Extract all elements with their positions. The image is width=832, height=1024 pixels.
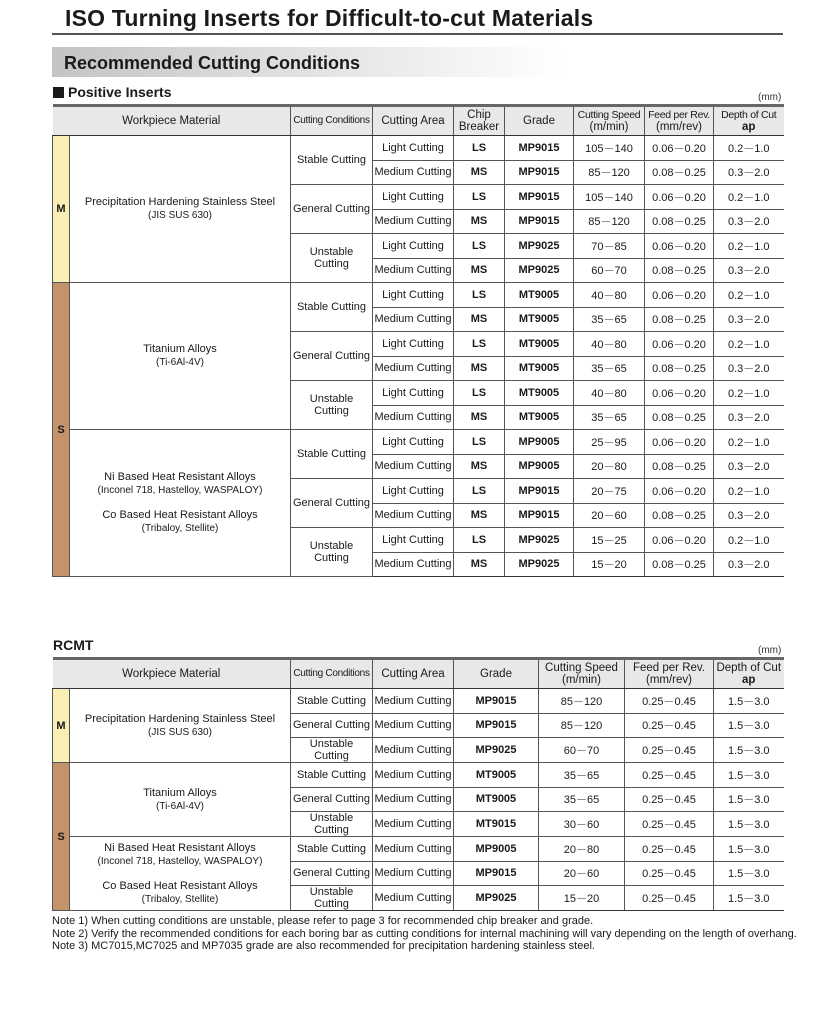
material-name: Precipitation Hardening Stainless Steel [84,196,276,208]
material-name: Ni Based Heat Resistant Alloys [104,841,256,854]
cutting-condition-cell: Unstable Cutting [291,812,373,837]
header-workpiece-material: Workpiece Material [53,659,291,689]
chip-breaker-cell: LS [454,136,505,161]
header-cutting-conditions: Cutting Conditions [291,106,373,136]
depth-cell: 1.5－3.0 [714,861,784,886]
header-cutting-area: Cutting Area [373,659,454,689]
cutting-area-cell: Medium Cutting [373,837,454,862]
depth-cell: 1.5－3.0 [714,837,784,862]
cutting-speed-cell: 105－140 [574,136,645,161]
cutting-speed-cell: 20－60 [574,503,645,528]
material-name: Titanium Alloys [143,786,217,799]
cutting-speed-cell: 20－60 [539,861,625,886]
cutting-speed-cell: 15－20 [574,552,645,577]
depth-cell: 0.2－1.0 [714,283,784,308]
cutting-speed-cell: 25－95 [574,430,645,455]
material-name: Ni Based Heat Resistant Alloys [104,471,256,483]
header-cutting-speed [574,106,645,136]
material-name-2: Co Based Heat Resistant Alloys [102,509,258,521]
feed-cell: 0.25－0.45 [625,763,714,788]
grade-cell: MP9015 [505,136,574,161]
grade-cell: MP9015 [454,689,539,714]
grade-cell: MP9025 [454,738,539,763]
cutting-area-cell: Medium Cutting [373,307,454,332]
cutting-condition-cell: Unstable Cutting [291,381,373,430]
cutting-area-cell: Medium Cutting [373,763,454,788]
cutting-speed-cell: 105－140 [574,185,645,210]
material-spec: (JIS SUS 630) [148,210,212,221]
grade-cell: MT9005 [454,763,539,788]
cutting-area-cell: Medium Cutting [373,787,454,812]
material-spacer [70,497,290,509]
note-3: Note 3) MC7015,MC7025 and MP7035 grade are also recommended for precipitation hardening stainless steel. [52,940,595,952]
feed-cell: 0.25－0.45 [625,713,714,738]
header-chip-breaker [454,106,505,136]
cutting-speed-cell: 40－80 [574,332,645,357]
header-feed-line1: Feed per Rev. [648,109,710,121]
cutting-speed-cell: 20－80 [539,837,625,862]
cutting-area-cell: Medium Cutting [373,812,454,837]
chip-breaker-cell: LS [454,283,505,308]
material-spacer [70,868,290,880]
table-row [53,837,784,862]
cutting-speed-cell: 40－80 [574,381,645,406]
cutting-area-cell: Medium Cutting [373,160,454,185]
depth-cell: 1.5－3.0 [714,713,784,738]
material-group-code: M [53,689,70,763]
grade-cell: MP9015 [454,713,539,738]
grade-cell: MT9005 [505,307,574,332]
grade-cell: MP9025 [505,528,574,553]
grade-cell: MP9015 [505,479,574,504]
chip-breaker-cell: MS [454,209,505,234]
depth-cell: 0.3－2.0 [714,454,784,479]
depth-cell: 0.2－1.0 [714,332,784,357]
material-spec: (JIS SUS 630) [148,726,212,738]
chip-breaker-cell: LS [454,479,505,504]
cutting-speed-cell: 15－20 [539,886,625,911]
feed-cell: 0.08－0.25 [645,307,714,332]
feed-cell: 0.06－0.20 [645,136,714,161]
cutting-speed-cell: 85－120 [539,713,625,738]
material-spec: (Inconel 718, Hastelloy, WASPALOY) [97,485,263,496]
material-group-code: M [53,136,70,283]
cutting-area-cell: Light Cutting [373,528,454,553]
header-depth-of-cut [714,106,784,136]
chip-breaker-cell: MS [454,454,505,479]
grade-cell: MP9025 [505,258,574,283]
header-depth-line2: ap [742,674,756,686]
cutting-condition-cell: Unstable Cutting [291,886,373,911]
note-2: Note 2) Verify the recommended conditions for each boring bar as cutting conditions for internal machining will vary depending on the length of overhang. [52,927,797,940]
grade-cell: MP9015 [454,861,539,886]
feed-cell: 0.06－0.20 [645,185,714,210]
grade-cell: MP9005 [505,430,574,455]
material-spec-2: (Tribaloy, Stellite) [141,523,219,534]
header-cutting-speed-line1: Cutting Speed [577,109,641,121]
table-row [53,430,784,455]
page-title: ISO Turning Inserts for Difficult-to-cut Materials [65,5,594,31]
grade-cell: MP9025 [505,552,574,577]
header-depth-line1: Depth of Cut [716,662,782,674]
cutting-area-cell: Medium Cutting [373,209,454,234]
rcmt-table [52,657,784,911]
cutting-speed-cell: 15－25 [574,528,645,553]
feed-cell: 0.08－0.25 [645,405,714,430]
feed-cell: 0.08－0.25 [645,160,714,185]
positive-inserts-title: Positive Inserts [68,84,172,100]
cutting-speed-cell: 40－80 [574,283,645,308]
header-feed-line2: (mm/rev) [656,121,702,133]
cutting-speed-cell: 20－75 [574,479,645,504]
depth-cell: 0.3－2.0 [714,503,784,528]
workpiece-material-cell [70,430,291,577]
chip-breaker-cell: MS [454,356,505,381]
header-depth-of-cut [714,659,784,689]
header-chip-breaker-line1: Chip [467,109,491,121]
cutting-speed-cell: 70－85 [574,234,645,259]
positive-unit-label: (mm) [758,92,782,103]
table-row [53,283,784,308]
notes [52,915,797,953]
chip-breaker-cell: LS [454,381,505,406]
chip-breaker-cell: LS [454,234,505,259]
cutting-condition-cell: General Cutting [291,332,373,381]
chip-breaker-cell: LS [454,185,505,210]
header-cutting-speed [539,659,625,689]
grade-cell: MP9015 [505,185,574,210]
chip-breaker-cell: MS [454,405,505,430]
grade-cell: MP9005 [454,837,539,862]
cutting-speed-cell: 85－120 [574,209,645,234]
workpiece-material-cell [70,283,291,430]
grade-cell: MT9005 [505,283,574,308]
cutting-condition-cell: General Cutting [291,713,373,738]
cutting-area-cell: Light Cutting [373,332,454,357]
grade-cell: MT9005 [505,332,574,357]
square-bullet-icon [53,87,64,98]
cutting-area-cell: Medium Cutting [373,886,454,911]
cutting-speed-cell: 60－70 [539,738,625,763]
material-group-code: S [53,763,70,911]
depth-cell: 1.5－3.0 [714,787,784,812]
depth-cell: 1.5－3.0 [714,738,784,763]
header-cutting-conditions: Cutting Conditions [291,659,373,689]
cutting-area-cell: Light Cutting [373,185,454,210]
header-feed-line1: Feed per Rev. [632,662,705,674]
header-feed-per-rev [625,659,714,689]
chip-breaker-cell: MS [454,258,505,283]
chip-breaker-cell: LS [454,528,505,553]
depth-cell: 0.2－1.0 [714,479,784,504]
material-spec: (Ti-6Al-4V) [156,800,204,812]
header-grade: Grade [454,659,539,689]
cutting-speed-cell: 30－60 [539,812,625,837]
material-spec: (Ti-6Al-4V) [156,357,204,368]
feed-cell: 0.06－0.20 [645,381,714,406]
depth-cell: 0.2－1.0 [714,528,784,553]
material-name: Precipitation Hardening Stainless Steel [84,712,276,725]
depth-cell: 0.2－1.0 [714,430,784,455]
feed-cell: 0.06－0.20 [645,234,714,259]
feed-cell: 0.08－0.25 [645,503,714,528]
feed-cell: 0.25－0.45 [625,738,714,763]
feed-cell: 0.08－0.25 [645,258,714,283]
header-cutting-speed-line2: (m/min) [562,674,601,686]
cutting-speed-cell: 35－65 [539,763,625,788]
grade-cell: MT9015 [454,812,539,837]
cutting-area-cell: Medium Cutting [373,689,454,714]
depth-cell: 0.2－1.0 [714,136,784,161]
feed-cell: 0.25－0.45 [625,886,714,911]
chip-breaker-cell: LS [454,430,505,455]
grade-cell: MP9015 [505,503,574,528]
cutting-speed-cell: 35－65 [539,787,625,812]
rcmt-title: RCMT [53,637,94,653]
cutting-area-cell: Medium Cutting [373,503,454,528]
depth-cell: 1.5－3.0 [714,689,784,714]
cutting-speed-cell: 35－65 [574,356,645,381]
workpiece-material-cell [70,763,291,837]
rcmt-unit-label: (mm) [758,645,782,656]
feed-cell: 0.25－0.45 [625,812,714,837]
title-rule [52,33,783,35]
grade-cell: MP9015 [505,160,574,185]
cutting-area-cell: Medium Cutting [373,738,454,763]
header-depth-line1: Depth of Cut [721,109,777,121]
note-1: Note 1) When cutting conditions are unstable, please refer to page 3 for recommended chip breaker and grade. [52,915,594,927]
grade-cell: MT9005 [505,405,574,430]
feed-cell: 0.08－0.25 [645,454,714,479]
depth-cell: 0.3－2.0 [714,552,784,577]
feed-cell: 0.06－0.20 [645,528,714,553]
header-cutting-speed-line1: Cutting Speed [545,662,618,674]
feed-cell: 0.06－0.20 [645,332,714,357]
cutting-speed-cell: 85－120 [539,689,625,714]
cutting-area-cell: Medium Cutting [373,454,454,479]
material-name: Titanium Alloys [143,343,217,355]
cutting-area-cell: Medium Cutting [373,552,454,577]
depth-cell: 0.2－1.0 [714,234,784,259]
material-spec: (Inconel 718, Hastelloy, WASPALOY) [97,855,263,867]
grade-cell: MT9005 [454,787,539,812]
depth-cell: 1.5－3.0 [714,886,784,911]
cutting-area-cell: Light Cutting [373,430,454,455]
cutting-area-cell: Light Cutting [373,479,454,504]
feed-cell: 0.08－0.25 [645,552,714,577]
feed-cell: 0.06－0.20 [645,283,714,308]
feed-cell: 0.25－0.45 [625,689,714,714]
cutting-condition-cell: General Cutting [291,787,373,812]
cutting-condition-cell: Stable Cutting [291,283,373,332]
header-depth-line2: ap [742,121,756,133]
cutting-speed-cell: 60－70 [574,258,645,283]
cutting-condition-cell: General Cutting [291,479,373,528]
table-row [53,763,784,788]
section-title: Recommended Cutting Conditions [64,53,360,73]
header-chip-breaker-line2: Breaker [458,121,500,133]
chip-breaker-cell: MS [454,552,505,577]
grade-cell: MP9025 [454,886,539,911]
cutting-speed-cell: 85－120 [574,160,645,185]
chip-breaker-cell: MS [454,160,505,185]
feed-cell: 0.06－0.20 [645,430,714,455]
feed-cell: 0.08－0.25 [645,209,714,234]
header-feed-line2: (mm/rev) [646,674,692,686]
depth-cell: 0.3－2.0 [714,209,784,234]
depth-cell: 0.3－2.0 [714,307,784,332]
cutting-condition-cell: Stable Cutting [291,689,373,714]
cutting-area-cell: Medium Cutting [373,356,454,381]
chip-breaker-cell: MS [454,307,505,332]
feed-cell: 0.25－0.45 [625,787,714,812]
workpiece-material-cell [70,837,291,911]
cutting-condition-cell: Unstable Cutting [291,234,373,283]
material-name-2: Co Based Heat Resistant Alloys [102,879,258,892]
cutting-condition-cell: Stable Cutting [291,837,373,862]
header-cutting-area: Cutting Area [373,106,454,136]
cutting-condition-cell: General Cutting [291,185,373,234]
depth-cell: 0.3－2.0 [714,258,784,283]
table-row [53,689,784,714]
cutting-condition-cell: Stable Cutting [291,136,373,185]
header-cutting-speed-line2: (m/min) [589,121,629,133]
cutting-speed-cell: 35－65 [574,405,645,430]
cutting-area-cell: Light Cutting [373,381,454,406]
chip-breaker-cell: LS [454,332,505,357]
cutting-area-cell: Light Cutting [373,136,454,161]
cutting-speed-cell: 35－65 [574,307,645,332]
depth-cell: 0.3－2.0 [714,405,784,430]
depth-cell: 1.5－3.0 [714,812,784,837]
cutting-area-cell: Medium Cutting [373,405,454,430]
depth-cell: 0.3－2.0 [714,160,784,185]
header-grade: Grade [505,106,574,136]
cutting-area-cell: Medium Cutting [373,258,454,283]
grade-cell: MP9005 [505,454,574,479]
feed-cell: 0.08－0.25 [645,356,714,381]
cutting-area-cell: Medium Cutting [373,713,454,738]
workpiece-material-cell [70,136,291,283]
header-workpiece-material: Workpiece Material [53,106,291,136]
table-row [53,136,784,161]
grade-cell: MT9005 [505,381,574,406]
cutting-condition-cell: General Cutting [291,861,373,886]
workpiece-material-cell [70,689,291,763]
cutting-condition-cell: Stable Cutting [291,430,373,479]
grade-cell: MP9025 [505,234,574,259]
feed-cell: 0.25－0.45 [625,837,714,862]
feed-cell: 0.25－0.45 [625,861,714,886]
cutting-area-cell: Light Cutting [373,283,454,308]
cutting-condition-cell: Unstable Cutting [291,738,373,763]
grade-cell: MT9005 [505,356,574,381]
header-feed-per-rev [645,106,714,136]
cutting-area-cell: Medium Cutting [373,861,454,886]
cutting-speed-cell: 20－80 [574,454,645,479]
material-spec-2: (Tribaloy, Stellite) [141,893,219,905]
cutting-condition-cell: Stable Cutting [291,763,373,788]
depth-cell: 1.5－3.0 [714,763,784,788]
material-group-code: S [53,283,70,577]
grade-cell: MP9015 [505,209,574,234]
cutting-area-cell: Light Cutting [373,234,454,259]
positive-inserts-heading [53,84,172,100]
feed-cell: 0.06－0.20 [645,479,714,504]
chip-breaker-cell: MS [454,503,505,528]
positive-inserts-table [52,104,784,577]
depth-cell: 0.3－2.0 [714,356,784,381]
depth-cell: 0.2－1.0 [714,185,784,210]
depth-cell: 0.2－1.0 [714,381,784,406]
cutting-condition-cell: Unstable Cutting [291,528,373,577]
